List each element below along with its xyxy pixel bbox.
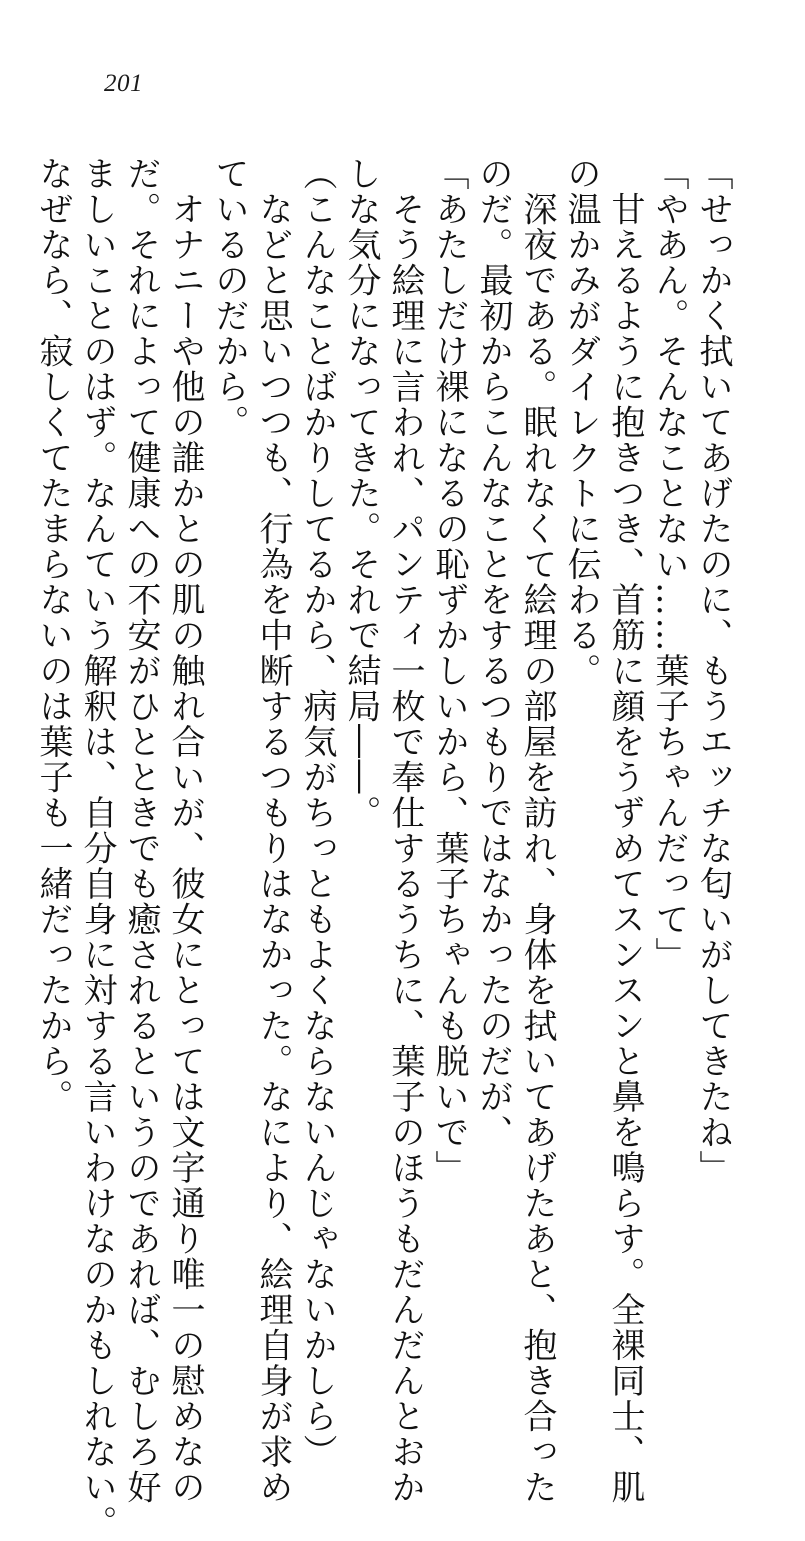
text-line: ているのだから。 <box>209 156 249 440</box>
text-line: （こんなことばかりしてるから、病気がちっともよくならないんじゃないかしら） <box>297 156 337 1470</box>
text-line: ましいことのはず。なんていう解釈は、自分自身に対する言いわけなのかもしれない。 <box>77 156 117 1541</box>
text-line: なぜなら、寂しくてたまらないのは葉子も一緒だったから。 <box>33 156 73 1115</box>
text-line: だ。それによって健康への不安がひとときでも癒されるというのであれば、むしろ好 <box>121 156 161 1505</box>
text-line: そう絵理に言われ、パンティ一枚で奉仕するうちに、葉子のほうもだんだんとおか <box>385 156 425 1505</box>
text-line: 「あたしだけ裸になるの恥ずかしいから、葉子ちゃんも脱いで」 <box>429 156 469 1186</box>
text-line: のだ。最初からこんなことをするつもりではなかったのだが、 <box>473 156 513 1150</box>
text-line: オナニーや他の誰かとの肌の触れ合いが、彼女にとっては文字通り唯一の慰めなの <box>165 156 205 1505</box>
text-line: などと思いつつも、行為を中断するつもりはなかった。なにより、絵理自身が求め <box>253 156 293 1505</box>
text-line: 「せっかく拭いてあげたのに、もうエッチな匂いがしてきたね」 <box>693 156 733 1186</box>
text-line: しな気分になってきた。それで結局――。 <box>341 156 381 831</box>
text-line: 深夜である。眠れなくて絵理の部屋を訪れ、身体を拭いてあげたあと、抱き合った <box>517 156 557 1505</box>
body-text <box>31 156 735 1541</box>
text-line: 「やあん。そんなことない……葉子ちゃんだって」 <box>649 156 689 973</box>
text-line: の温かみがダイレクトに伝わる。 <box>561 156 601 689</box>
page-number: 201 <box>104 70 143 97</box>
text-line: 甘えるように抱きつき、首筋に顔をうずめてスンスンと鼻を鳴らす。全裸同士、肌 <box>605 156 645 1505</box>
